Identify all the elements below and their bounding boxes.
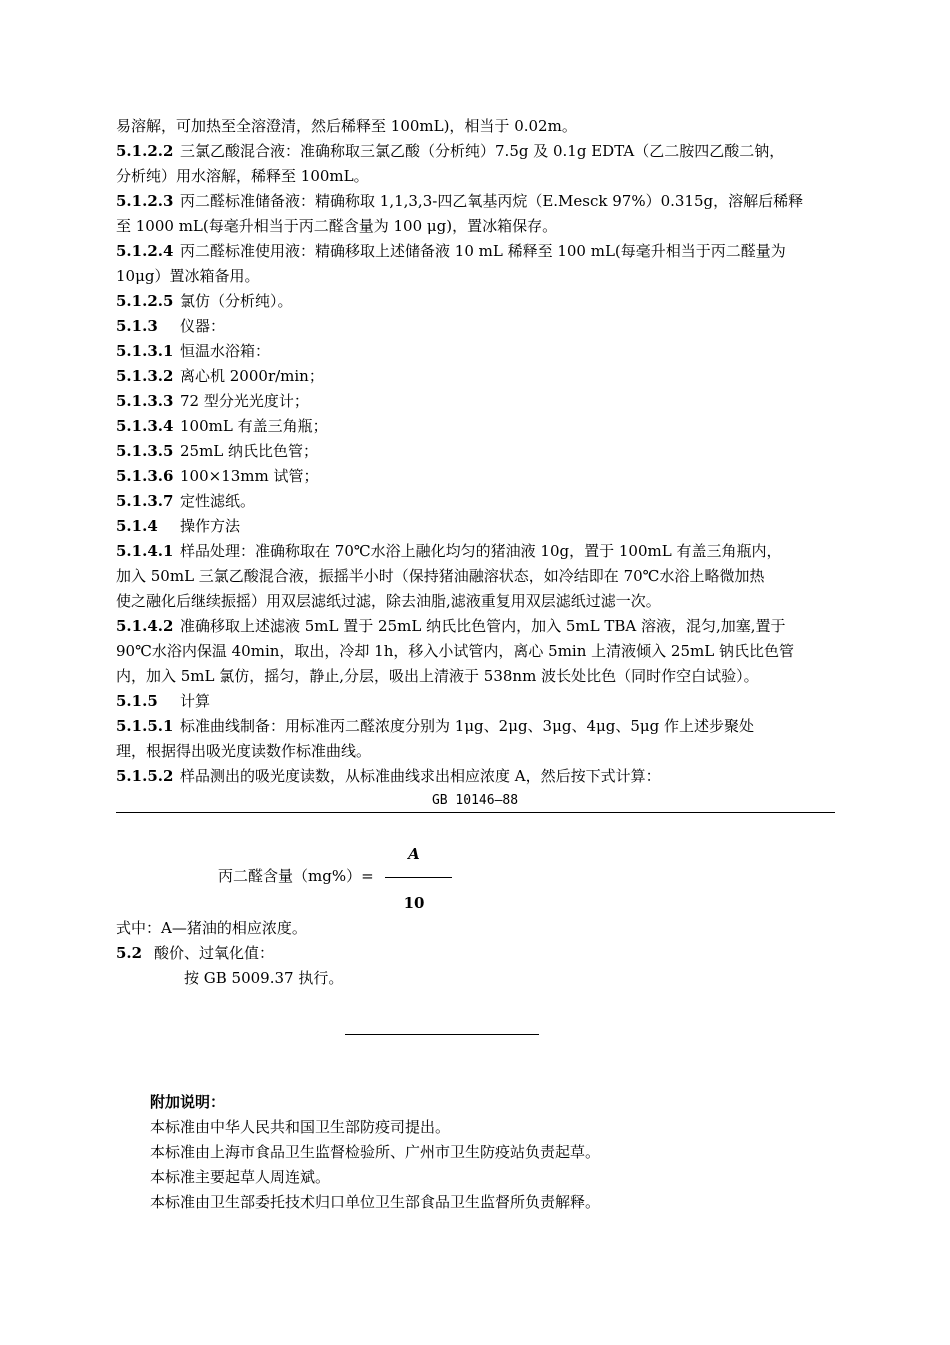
text-line-content: 100mL 有盖三角瓶； — [180, 417, 328, 435]
fraction-bar — [385, 877, 452, 878]
text-line — [116, 691, 210, 711]
section-number: 5.1.3.2 — [116, 367, 174, 385]
text-line-content: 标准曲线制备：用标准丙二醛浓度分别为 1μg、2μg、3μg、4μg、5μg 作上述步聚处 — [180, 717, 755, 735]
text-line-content: 丙二醛标准使用液：精确移取上述储备液 10 mL 稀释至 100 mL(每毫升相当于丙二醛量为 — [180, 242, 786, 260]
text-line — [116, 241, 786, 261]
formula-numerator: A — [408, 845, 420, 863]
text-line-content: 72 型分光光度计； — [180, 392, 309, 410]
section-number: 5.1.3.1 — [116, 342, 174, 360]
text-line — [116, 918, 307, 938]
section-number: 5.1.3.5 — [116, 442, 174, 460]
text-line-content: 样品处理：准确称取在 70℃水浴上融化均匀的猪油液 10g，置于 100mL 有盖三角瓶内， — [180, 542, 782, 560]
text-line-content: 按 GB 5009.37 执行。 — [184, 969, 344, 987]
formula-denominator: 10 — [403, 894, 425, 912]
text-line — [116, 266, 259, 286]
note-item: 本标准主要起草人周连斌。 — [150, 1168, 331, 1186]
text-line — [116, 766, 661, 786]
text-line — [116, 741, 371, 761]
text-line — [116, 541, 781, 561]
note-item: 本标准由卫生部委托技术归口单位卫生部食品卫生监督所负责解释。 — [150, 1193, 601, 1211]
section-number: 5.1.3.7 — [116, 492, 174, 510]
section-number: 5.1.5 — [116, 692, 158, 710]
section-number: 5.1.5.1 — [116, 717, 174, 735]
text-line — [116, 366, 324, 386]
text-line — [116, 166, 369, 186]
text-line-content: 计算 — [180, 692, 211, 710]
text-line-content: 三氯乙酸混合液：准确称取三氯乙酸（分析纯）7.5g 及 0.1g EDTA（乙二胺四乙酸二钠， — [180, 142, 785, 160]
text-line — [116, 216, 557, 236]
section-number: 5.1.2.4 — [116, 242, 174, 260]
text-line — [116, 441, 318, 461]
text-line-content: 使之融化后继续振摇）用双层滤纸过滤，除去油脂,滤液重复用双层滤纸过滤一次。 — [116, 592, 661, 610]
text-line — [116, 316, 225, 336]
text-line — [116, 416, 328, 436]
section-number: 5.1.4 — [116, 517, 158, 535]
text-line — [116, 191, 803, 211]
section-number: 5.1.5.2 — [116, 767, 174, 785]
formula-label: 丙二醛含量（mg%）= — [218, 867, 374, 885]
text-line-content: 仪器： — [180, 317, 226, 335]
section-number: 5.2 — [116, 944, 143, 962]
text-line-content: 丙二醛标准储备液：精确称取 1,1,3,3-四乙氧基丙烷（E.Mesck 97%）0.315g，溶解后稀释 — [180, 192, 804, 210]
text-line — [116, 641, 794, 661]
text-line — [116, 616, 786, 636]
text-line — [116, 666, 759, 686]
text-line — [184, 968, 343, 988]
text-line-content: 恒温水浴箱： — [180, 342, 271, 360]
note-item: 本标准由上海市食品卫生监督检验所、广州市卫生防疫站负责起草。 — [150, 1143, 601, 1161]
text-line — [116, 341, 270, 361]
text-line — [116, 591, 661, 611]
text-line-content: 操作方法 — [180, 517, 241, 535]
section-number: 5.1.2.5 — [116, 292, 174, 310]
section-number: 5.1.2.3 — [116, 192, 174, 210]
text-line-content: 90℃水浴内保温 40min，取出，冷却 1h，移入小试管内，离心 5min 上清液倾入 25mL 钠氏比色管 — [116, 642, 794, 660]
text-line — [116, 716, 754, 736]
section-number: 5.1.4.1 — [116, 542, 174, 560]
end-rule — [345, 1034, 539, 1035]
section-number: 5.1.4.2 — [116, 617, 174, 635]
header-rule — [116, 812, 835, 813]
text-line-content: 分析纯）用水溶解，稀释至 100mL。 — [116, 167, 369, 185]
text-line — [116, 141, 784, 161]
section-number: 5.1.3.3 — [116, 392, 174, 410]
text-line — [116, 466, 319, 486]
text-line — [116, 516, 240, 536]
note-item: 本标准由中华人民共和国卫生部防疫司提出。 — [150, 1118, 451, 1136]
text-line — [116, 291, 293, 311]
section-number: 5.1.3.6 — [116, 467, 174, 485]
text-line-content: 准确移取上述滤液 5mL 置于 25mL 纳氏比色管内，加入 5mL TBA 溶液，混匀,加塞,置于 — [180, 617, 786, 635]
text-line — [116, 566, 764, 586]
text-line — [116, 116, 577, 136]
section-number: 5.1.3 — [116, 317, 158, 335]
text-line — [116, 491, 255, 511]
text-line-content: 10μg）置冰箱备用。 — [116, 267, 260, 285]
text-line — [116, 943, 274, 963]
text-line-content: 离心机 2000r/min； — [180, 367, 324, 385]
section-number: 5.1.3.4 — [116, 417, 174, 435]
text-line-content: 样品测出的吸光度读数，从标准曲线求出相应浓度 A，然后按下式计算： — [180, 767, 661, 785]
text-line-content: 加入 50mL 三氯乙酸混合液，振摇半小时（保持猪油融溶状态，如冷结即在 70℃水浴上略微加热 — [116, 567, 765, 585]
text-line-content: 氯仿（分析纯）。 — [180, 292, 293, 310]
text-line-content: 至 1000 mL(每毫升相当于丙二醛含量为 100 μg)，置冰箱保存。 — [116, 217, 558, 235]
text-line-content: 内，加入 5mL 氯仿，摇匀，静止,分层，吸出上清液于 538nm 波长处比色（同时作空白试验）。 — [116, 667, 759, 685]
text-line-content: 酸价、过氧化值： — [154, 944, 275, 962]
notes-title: 附加说明： — [150, 1093, 226, 1111]
text-line-content: 定性滤纸。 — [180, 492, 256, 510]
page-header-standard-number: GB 10146—88 — [431, 793, 519, 808]
text-line-content: 25mL 纳氏比色管； — [180, 442, 319, 460]
text-line — [116, 391, 309, 411]
section-number: 5.1.2.2 — [116, 142, 174, 160]
text-line-content: 式中：A—猪油的相应浓度。 — [116, 919, 307, 937]
text-line-content: 100×13mm 试管； — [180, 467, 319, 485]
text-line-content: 理，根据得出吸光度读数作标准曲线。 — [116, 742, 372, 760]
text-line-content: 易溶解，可加热至全溶澄清，然后稀释至 100mL)，相当于 0.02m。 — [116, 117, 577, 135]
